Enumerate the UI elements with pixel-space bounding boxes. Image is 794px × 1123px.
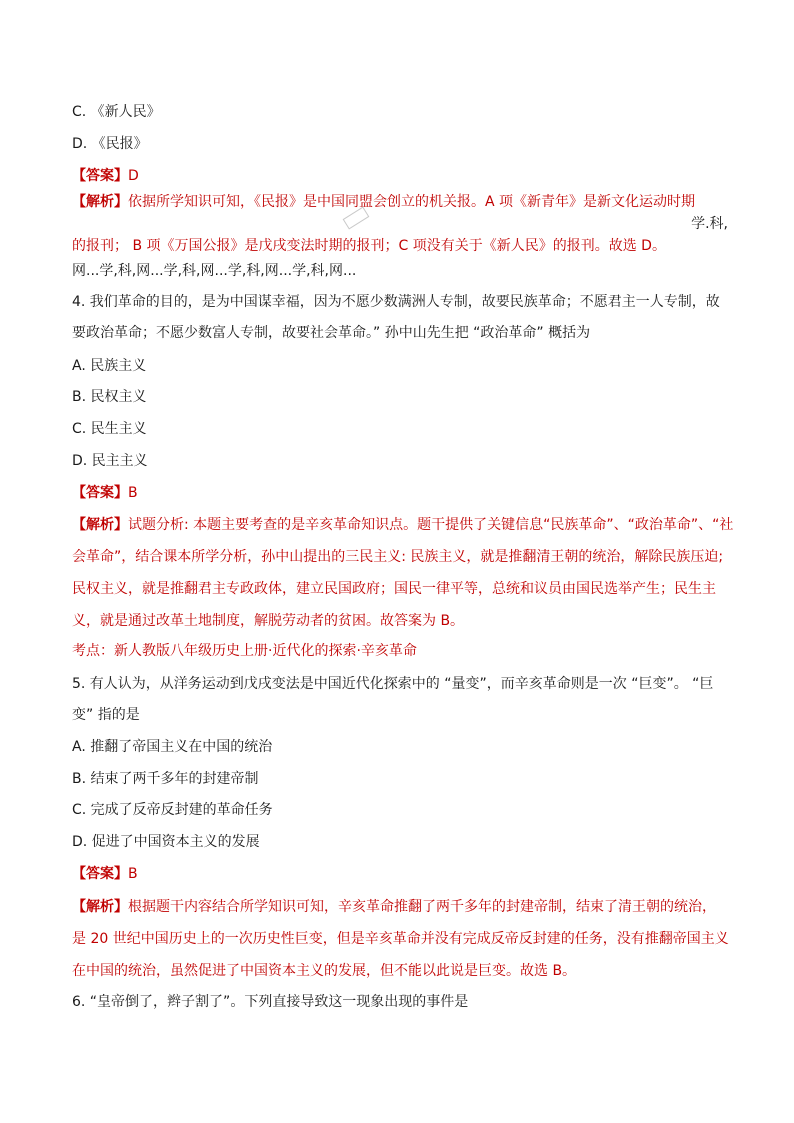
answer-value: D	[128, 168, 139, 184]
q4-stem-line-1: 4. 我们革命的目的，是为中国谋幸福，因为不愿少数满洲人专制，故要民族革命；不愿君主一人专制，故	[72, 294, 720, 310]
answer-label: 【答案】	[72, 866, 128, 882]
q5-option-a: A. 推翻了帝国主义在中国的统治	[72, 739, 273, 755]
q5-analysis-line-1	[72, 897, 716, 917]
q3-analysis-line-2: 的报刊； B 项《万国公报》是戊戌变法时期的报刊；C 项没有关于《新人民》的报刊。故选 D。	[72, 238, 666, 254]
q4-option-d: D. 民主主义	[72, 453, 148, 469]
q3-answer	[72, 166, 139, 186]
answer-label: 【答案】	[72, 168, 128, 184]
q4-option-c: C. 民生主义	[72, 421, 147, 437]
q4-analysis-line-1	[72, 515, 733, 535]
analysis-text: 根据题干内容结合所学知识可知，辛亥革命推翻了两千多年的封建帝制，结束了清王朝的统治，	[128, 899, 716, 915]
analysis-text: 依据所学知识可知，《民报》是中国同盟会创立的机关报。A 项《新青年》是新文化运动时期	[128, 194, 696, 210]
analysis-label: 【解析】	[72, 517, 128, 533]
q4-stem-line-2: 要政治革命；不愿少数富人专制，故要社会革命。” 孙中山先生把 “政治革命” 概括为	[72, 325, 591, 341]
q4-option-b: B. 民权主义	[72, 389, 147, 405]
q5-option-d: D. 促进了中国资本主义的发展	[72, 834, 260, 850]
q4-analysis-line-3: 民权主义，就是推翻君主专政政体，建立民国政府；国民一律平等，总统和议员由国民选举产生；民生主	[72, 581, 716, 597]
q5-stem-line-1: 5. 有人认为，从洋务运动到戊戌变法是中国近代化探索中的 “量变”，而辛亥革命则是一次 “巨变”。 “巨	[72, 676, 714, 692]
watermark-line: 网...学,科,网...学,科,网...学,科,网...学,科,网...	[72, 263, 357, 279]
q3-option-c: C. 《新人民》	[72, 104, 161, 120]
q5-answer	[72, 864, 138, 884]
analysis-label: 【解析】	[72, 194, 128, 210]
q3-option-d: D. 《民报》	[72, 136, 148, 152]
analysis-text: 试题分析: 本题主要考查的是辛亥革命知识点。题干提供了关键信息“民族革命”、“政治革命”、“社	[128, 517, 734, 533]
q5-analysis-line-2: 是 20 世纪中国历史上的一次历史性巨变，但是辛亥革命并没有完成反帝反封建的任务，没有推翻帝国主义	[72, 931, 729, 947]
analysis-label: 【解析】	[72, 899, 128, 915]
answer-label: 【答案】	[72, 485, 128, 501]
q4-analysis-line-4: 义，就是通过改革土地制度，解脱劳动者的贫困。故答案为 B。	[72, 613, 465, 629]
watermark-right-text: 学.科,	[691, 216, 728, 232]
q5-option-b: B. 结束了两千多年的封建帝制	[72, 771, 259, 787]
q3-analysis-line-1	[72, 192, 695, 212]
answer-value: B	[128, 866, 138, 882]
answer-value: B	[128, 485, 138, 501]
q4-analysis-line-2: 会革命”，结合课本所学分析，孙中山提出的三民主义: 民族主义，就是推翻清王朝的统治，解除民族压迫;	[72, 549, 724, 565]
q6-stem-line-1: 6. “皇帝倒了，辫子割了”。下列直接导致这一现象出现的事件是	[72, 994, 469, 1010]
q4-option-a: A. 民族主义	[72, 358, 147, 374]
q5-stem-line-2: 变” 指的是	[72, 707, 140, 723]
q4-answer	[72, 483, 138, 503]
q4-kaodian: 考点：新人教版八年级历史上册·近代化的探索·辛亥革命	[72, 643, 417, 659]
q5-option-c: C. 完成了反帝反封建的革命任务	[72, 802, 273, 818]
q5-analysis-line-3: 在中国的统治，虽然促进了中国资本主义的发展，但不能以此说是巨变。故选 B。	[72, 963, 577, 979]
